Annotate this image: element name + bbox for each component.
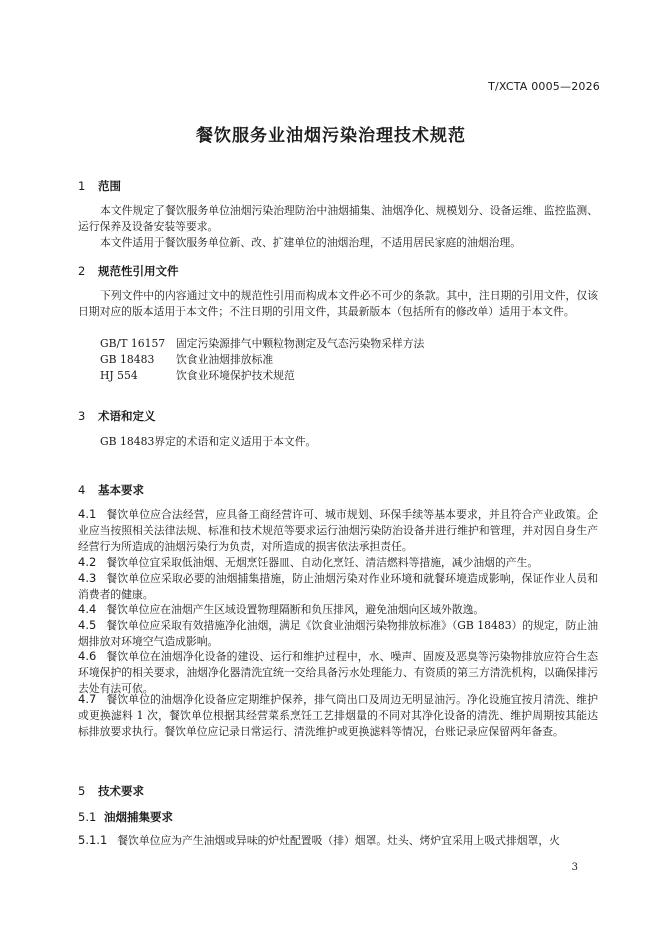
subsection-5-1-heading [78,809,173,825]
reference-code: GB 18483 [100,353,155,366]
section-title: 规范性引用文件 [98,264,179,278]
clause-number: 4.3 [78,571,97,585]
reference-code: GB/T 16157 [100,337,166,350]
scope-paragraph-2: 本文件适用于餐饮服务单位新、改、扩建单位的油烟治理，不适用居民家庭的油烟治理。 [100,236,522,249]
section-number: 2 [78,264,86,278]
page-number: 3 [571,862,578,873]
section-title: 范围 [98,179,121,193]
terms-paragraph: GB 18483界定的术语和定义适用于本文件。 [100,435,317,448]
subsection-number: 5.1 [78,810,97,824]
clause-4-2 [78,554,598,571]
section-4-heading [78,482,144,498]
normative-references-intro: 下列文件中的内容通过文中的规范性引用而构成本文件必不可少的条款。其中，注日期的引用文件，仅该日期对应的版本适用于本文件；不注日期的引用文件，其最新版本（包括所有的修改单）适用于本文件。 [78,289,598,318]
reference-item [100,352,273,368]
section-3-heading [78,408,156,424]
document-number: T/XCTA 0005—2026 [488,80,600,93]
clause-text: 餐饮单位应采取有效措施净化油烟，满足《饮食业油烟污染物排放标准》（GB 18483）的规定，防止油烟排放对环境空气造成影响。 [78,619,598,648]
clause-number: 4.2 [78,555,97,569]
section-number: 5 [78,784,86,798]
clause-text: 餐饮单位宜采取低油烟、无烟烹饪器皿、自动化烹饪、清洁燃料等措施，减少油烟的产生。 [106,556,539,569]
clause-4-6 [78,648,598,697]
clause-5-1-1 [78,832,598,849]
clause-4-4 [78,601,598,618]
clause-4-7 [78,691,598,740]
clause-text: 餐饮单位应采取必要的油烟捕集措施，防止油烟污染对作业环境和就餐环境造成影响，保证作业人员和消费者的健康。 [78,572,598,601]
section-number: 4 [78,483,86,497]
subsection-title: 油烟捕集要求 [104,810,173,824]
clause-number: 4.1 [78,507,97,521]
reference-item [100,368,295,384]
scope-paragraph-1: 本文件规定了餐饮服务单位油烟污染治理防治中油烟捕集、油烟净化、规模划分、设备运维、监控监测、运行保养及设备安装等要求。 [78,204,598,233]
section-number: 1 [78,179,86,193]
clause-text: 餐饮单位应在油烟产生区域设置物理隔断和负压排风，避免油烟向区域外散逸。 [106,603,485,616]
document-title: 餐饮服务业油烟污染治理技术规范 [196,126,466,146]
clause-4-3 [78,570,598,603]
clause-number: 4.6 [78,649,97,663]
section-5-heading [78,783,144,799]
clause-number: 4.4 [78,602,97,616]
section-number: 3 [78,409,86,423]
clause-text: 餐饮单位在油烟净化设备的建设、运行和维护过程中，水、噪声、固废及恶臭等污染物排放应符合生态环境保护的相关要求，油烟净化器清洗宜统一交给具备污水处理能力、有资质的第三方清洗机构，以确保排污去处有法可依。 [78,650,598,695]
section-title: 基本要求 [98,483,144,497]
reference-title: 饮食业油烟排放标准 [176,353,274,366]
clause-text: 餐饮单位应合法经营，应具备工商经营许可、城市规划、环保手续等基本要求，并且符合产业政策。企业应当按照相关法律法规、标准和技术规范等要求运行油烟污染防治设备并进行维护和管理，并对因自身生产经营行为所造成的油烟污染行为负责，对所造成的损害依法承担责任。 [78,508,598,553]
section-2-heading [78,263,179,279]
reference-title: 饮食业环境保护技术规范 [176,369,295,382]
clause-text: 餐饮单位的油烟净化设备应定期维护保养，排气筒出口及周边无明显油污。净化设施宜按月清洗、维护或更换滤料 1 次，餐饮单位根据其经营菜系烹饪工艺排烟量的不同对其净化设备的清洗、维护周期按其能达标排放要求执行。餐饮单位应记录日常运行、清洗维护或更换滤料等情况，台账记录应保留两年备查。 [78,693,598,738]
clause-number: 4.5 [78,618,97,632]
reference-title: 固定污染源排气中颗粒物测定及气态污染物采样方法 [176,337,425,350]
section-title: 技术要求 [98,784,144,798]
section-1-heading [78,178,121,194]
clause-4-5 [78,617,598,650]
section-title: 术语和定义 [98,409,156,423]
clause-number: 4.7 [78,692,97,706]
reference-code: HJ 554 [100,369,138,382]
clause-number: 5.1.1 [78,833,108,847]
reference-item [100,336,424,352]
clause-text: 餐饮单位应为产生油烟或异味的炉灶配置吸（排）烟罩。灶头、烤炉宜采用上吸式排烟罩，火 [117,834,560,847]
clause-4-1 [78,506,598,555]
